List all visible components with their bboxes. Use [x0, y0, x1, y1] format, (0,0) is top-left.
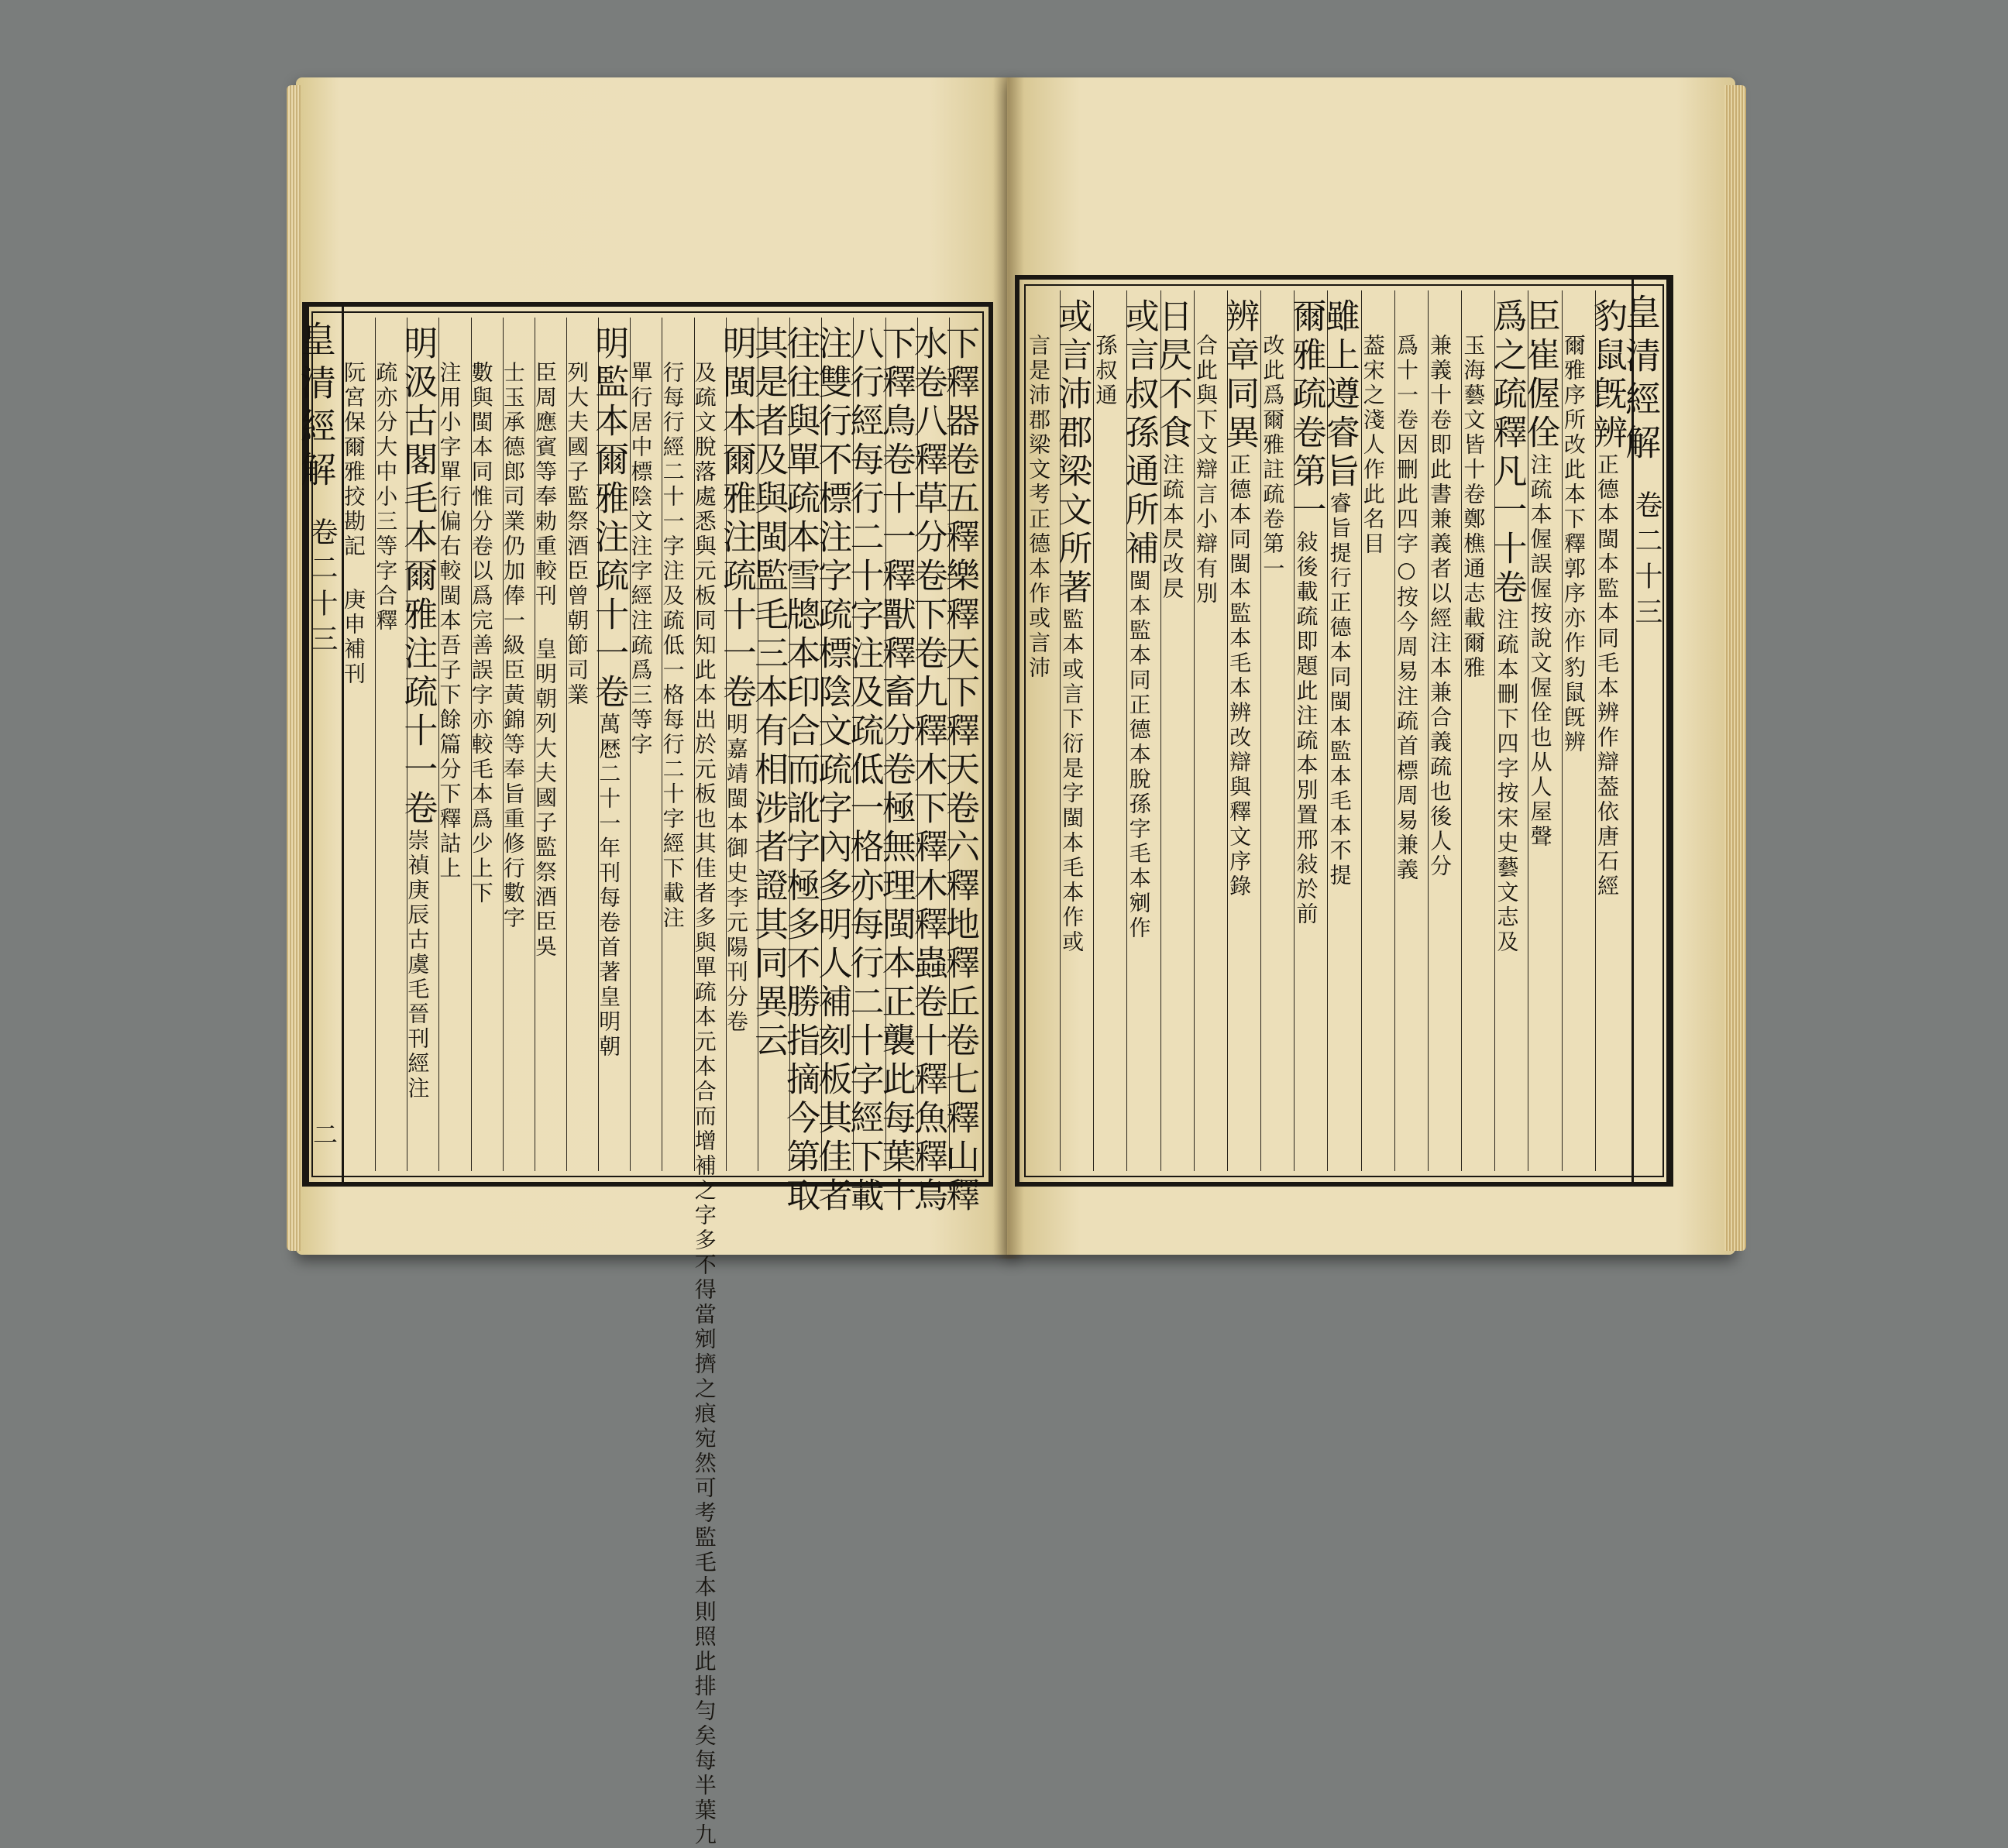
main-text: 八行經每行二十字注及疏低一格亦每行二十字經下載: [844, 325, 884, 1216]
column-text: [1021, 334, 1055, 681]
main-text: 爲之疏釋凡一十卷: [1487, 298, 1527, 608]
commentary-note: 士玉承德郎司業仍加俸一級臣黃錦等奉旨重修行數字: [500, 361, 526, 931]
text-column: [1487, 290, 1528, 1171]
text-column: [1394, 290, 1428, 1171]
commentary-note: 注用小字單行偏右較閩本吾子下餘篇分下釋詁上: [436, 361, 462, 881]
text-column: [1520, 290, 1561, 1171]
text-column: [630, 318, 662, 1171]
text-column: [500, 318, 535, 1171]
commentary-note: 正德本閩本監本同毛本辨作辯葢依唐石經: [1594, 453, 1620, 899]
commentary-note: 玉海藝文皆十卷鄭樵通志載爾雅: [1460, 334, 1487, 681]
right-page-edges: [1724, 85, 1746, 1251]
main-text: 或言叔孫通所補: [1119, 298, 1159, 569]
main-text: 爾雅疏卷第一: [1286, 298, 1326, 531]
text-column: [1152, 290, 1194, 1171]
commentary-note: 列大夫國子監祭酒臣曾朝節司業: [564, 361, 590, 708]
commentary-note: 敍後載疏即題此注疏本別置邢敍於前: [1293, 531, 1319, 927]
text-column: [1093, 290, 1126, 1171]
text-column: [1562, 290, 1595, 1171]
text-column: [341, 318, 375, 1171]
text-column: [780, 318, 821, 1216]
text-column: [1219, 290, 1260, 1171]
commentary-note: 臣周應賓等奉勅重較刊 皇明朝列大夫國子監祭酒臣吳: [531, 361, 558, 960]
text-column: [748, 318, 789, 1171]
text-column: [907, 318, 949, 1216]
commentary-note: 注疏本昃改昃: [1159, 453, 1185, 602]
text-column: [659, 318, 693, 1171]
text-column: [691, 318, 726, 1848]
commentary-note: 行每行經二十一字注及疏低一格每行二十字經下載注: [659, 361, 686, 931]
commentary-note: 葢宋之淺人作此名目: [1360, 334, 1386, 557]
text-column: [566, 318, 598, 1171]
text-column: [716, 318, 758, 1171]
commentary-note: 注疏本偓誤偓按說文偓佺也从人屋聲: [1527, 453, 1553, 850]
text-column: [589, 318, 630, 1171]
text-column: [1461, 290, 1494, 1171]
text-column: [1052, 290, 1093, 1171]
commentary-note: 疏亦分大中小三等字合釋: [373, 361, 399, 634]
main-text: 雖上遵睿旨: [1319, 298, 1360, 492]
text-column: [844, 318, 885, 1216]
text-column: [1428, 290, 1461, 1171]
commentary-note: 孫叔通: [1092, 334, 1119, 408]
main-text: 下釋器卷五釋樂釋天下釋天卷六釋地釋丘卷七釋山釋: [940, 325, 979, 1216]
right-banner: [1620, 280, 1669, 1182]
left-page-edges: [287, 85, 301, 1251]
main-text: 明汲古閣毛本爾雅注疏十一卷: [397, 325, 438, 829]
commentary-note: 單行居中標陰文注字經注疏爲三等字: [628, 361, 654, 757]
commentary-note: 監本或言下衍是字閩本毛本作或: [1059, 608, 1085, 955]
main-text: 注雙行不標注字疏標陰文疏字內多明人補刻板其佳者: [812, 325, 852, 1216]
main-text: 明監本爾雅注疏十一卷: [589, 325, 629, 713]
commentary-note: 閩本監本同正德本脫孫字毛本剜作: [1126, 569, 1152, 941]
text-column: [1361, 290, 1394, 1171]
commentary-note: 爲十一卷因刪此四字○按今周易注疏首標周易兼義: [1393, 334, 1419, 883]
commentary-note: 正德本同閩本監本毛本辨改辯與釋文序錄: [1226, 453, 1253, 899]
left-text-frame: [295, 302, 993, 1848]
text-column: [1119, 290, 1160, 1171]
commentary-note: 改此爲爾雅註疏卷第一: [1260, 334, 1286, 582]
commentary-note: 萬厯二十一年刊每卷首著皇明朝: [596, 713, 622, 1060]
right-banner-title: 皇清經解 卷二十三: [1620, 294, 1662, 633]
text-column: [875, 318, 917, 1216]
main-text: 或言沛郡梁文所著: [1052, 298, 1092, 608]
main-text: 其是者及與閩監毛三本有相涉者證其同異云: [748, 325, 789, 1061]
text-column: [1587, 290, 1628, 1171]
right-columns: [1027, 290, 1628, 1171]
text-column: [397, 318, 438, 1171]
commentary-note: 言是沛郡梁文考正德本作或言沛: [1026, 334, 1052, 681]
commentary-note: 阮宮保爾雅挍勘記 庚申補刊: [341, 361, 367, 687]
main-text: 日昃不食: [1152, 298, 1192, 453]
main-text: 臣崔偓佺: [1520, 298, 1560, 453]
left-folio: 二: [312, 1120, 338, 1149]
main-text: 往往與單疏本雪牕本印合而訛字極多不勝指摘今第取: [780, 325, 820, 1216]
text-column: [531, 318, 566, 1171]
left-columns: [341, 318, 981, 1848]
text-column: [438, 318, 470, 1171]
commentary-note: 睿旨提行正德本同閩本監本毛本不提: [1326, 492, 1353, 888]
commentary-note: 兼義十卷即此書兼義者以經注本兼合義疏也後人分: [1427, 334, 1453, 879]
commentary-note: 及疏文脫落處悉與元板同知此本出於元板也其佳者多與單疏本元本合而增補之字多不得當剜擠之痕宛然可考監毛本則照此排勻矣每半葉九: [691, 361, 717, 1848]
text-column: [468, 318, 503, 1171]
commentary-note: 注疏本刪下四字按宋史藝文志及: [1494, 608, 1520, 955]
main-text: 水卷八釋草分卷下卷九釋木下釋木釋蟲卷十釋魚釋鳥: [907, 325, 947, 1216]
commentary-note: 明嘉靖閩本御史李元陽刊分卷: [723, 713, 749, 1035]
main-text: 辨章同異: [1219, 298, 1260, 453]
commentary-note: 崇禎庚辰古虞毛晉刊經注: [404, 829, 431, 1101]
commentary-note: 數與閩本同惟分卷以爲完善誤字亦較毛本爲少上下: [468, 361, 494, 906]
text-column: [940, 318, 981, 1216]
column-text: [336, 361, 370, 687]
left-banner-title: 皇清經解 卷二十三: [295, 321, 338, 660]
text-column: [1286, 290, 1327, 1171]
main-text: 豹鼠旣辨: [1587, 298, 1627, 453]
text-column: [1319, 290, 1360, 1171]
text-column: [812, 318, 853, 1216]
commentary-note: 爾雅序所改此本下釋郭序亦作豹鼠旣辨: [1560, 334, 1587, 755]
main-text: 明閩本爾雅注疏十一卷: [716, 325, 756, 713]
right-text-frame: [1015, 275, 1673, 1187]
text-column: [1260, 290, 1294, 1171]
text-column: [1194, 290, 1227, 1171]
text-column: [375, 318, 407, 1171]
main-text: 下釋鳥卷十一釋獸釋畜分卷極無理閩本正襲此每葉十: [875, 325, 916, 1216]
commentary-note: 合此與下文辯言小辯有別: [1192, 334, 1219, 606]
text-column: [1027, 290, 1060, 1171]
